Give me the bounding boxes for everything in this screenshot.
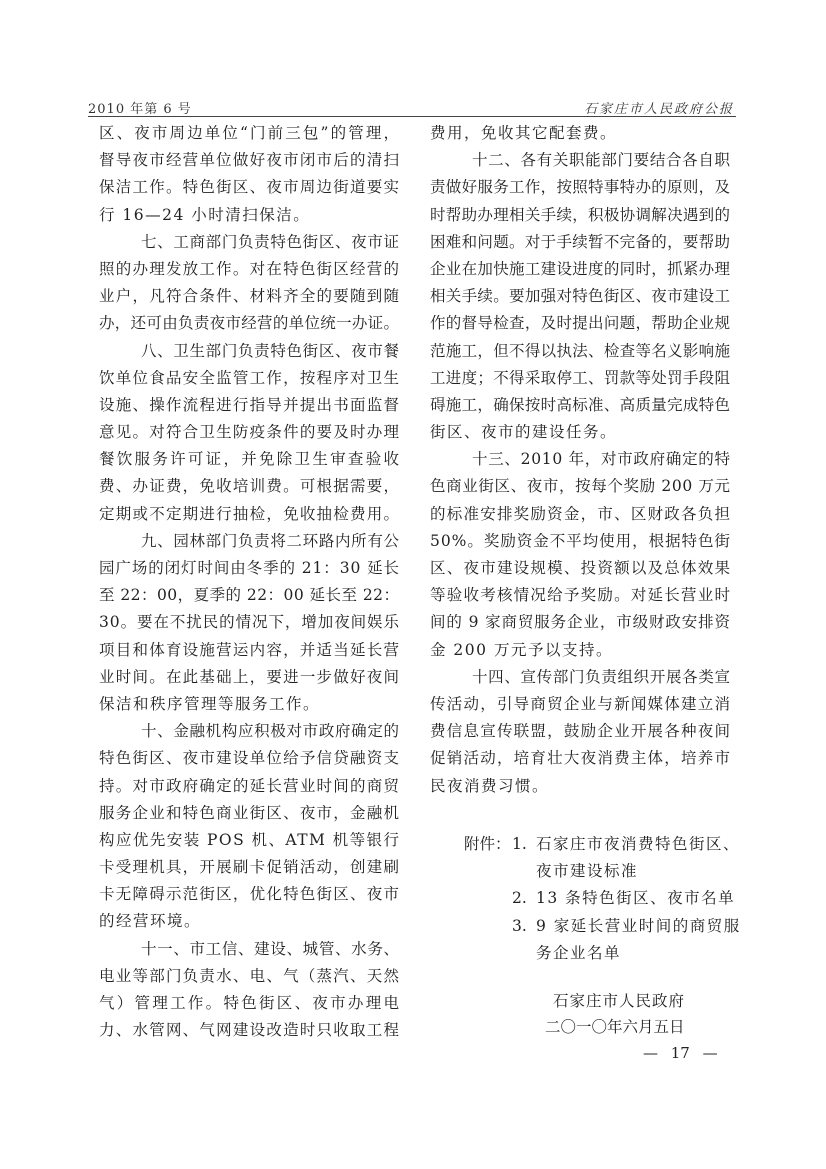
- text-line: 等验收考核情况给予奖励。对延长营业时: [430, 586, 732, 605]
- attachment-item-1-continued: [464, 858, 744, 885]
- attachment-text: 夜市建设标准: [536, 862, 639, 881]
- text-line: 时帮助办理相关手续，积极协调解决遇到的: [430, 205, 731, 224]
- text-line: 照的办理发放工作。对在特色街区经营的: [99, 259, 401, 278]
- text-line: 卡无障碍示范街区，优化特色街区、夜市: [99, 885, 401, 904]
- text-line: 区、夜市周边单位“门前三包”的管理，: [99, 124, 402, 142]
- attachment-text: 13 条特色街区、夜市名单: [536, 889, 736, 908]
- text-line: 意见。对符合卫生防疫条件的要及时办理: [99, 423, 401, 442]
- text-line: 民夜消费习惯。: [430, 776, 550, 795]
- text-line: 十二、各有关职能部门要结合各自职: [472, 151, 731, 170]
- text-line: 十四、宣传部门负责组织开展各类宣: [472, 667, 731, 686]
- text-line: 设施、操作流程进行指导并提出书面监督: [99, 395, 401, 414]
- text-line: 办，还可由负责夜市经营的单位统一办证。: [99, 314, 400, 333]
- text-line: 力、水管网、气网建设改造时只收取工程: [99, 1021, 401, 1040]
- attachments-label: 附件：: [464, 835, 511, 853]
- text-line: 费用，免收其它配套费。: [430, 124, 618, 142]
- text-line: 色商业街区、夜市，按每个奖励 200 万元: [430, 477, 731, 496]
- attachment-item-2: [464, 885, 744, 912]
- text-line: 的经营环境。: [99, 912, 202, 931]
- page-number: — 17 —: [643, 1044, 718, 1062]
- text-line: 50%。奖励资金不平均使用，根据特色街: [430, 531, 731, 550]
- header-rule: [88, 116, 736, 117]
- text-line: 保洁工作。特色街区、夜市周边街道要实: [99, 178, 401, 197]
- attachments-list: [464, 831, 744, 967]
- text-line: 困难和问题。对于手续暂不完备的，要帮助: [430, 232, 731, 251]
- text-line: 卡受理机具，开展刷卡促销活动，创建刷: [99, 858, 401, 877]
- right-column: [430, 120, 730, 800]
- text-line: 区、夜市建设规模、投资额以及总体效果: [430, 559, 732, 577]
- attachment-item-3-continued: [464, 940, 744, 967]
- text-line: 气）管理工作。特色街区、夜市办理电: [99, 994, 402, 1012]
- header-issue: 2010 年第 6 号: [88, 102, 192, 117]
- attachment-text: 9 家延长营业时间的商贸服: [536, 916, 741, 935]
- text-line: 工进度；不得采取停工、罚款等处罚手段阻: [430, 368, 731, 387]
- attachment-number: 3.: [512, 916, 527, 935]
- text-line: 至 22：00，夏季的 22：00 延长至 22：: [99, 586, 400, 605]
- text-line: 行 16—24 小时清扫保洁。: [99, 205, 311, 224]
- text-line: 电业等部门负责水、电、气（蒸汽、天然: [99, 966, 401, 985]
- text-line: 传活动，引导商贸企业与新闻媒体建立消: [430, 694, 732, 713]
- attachment-number: 2.: [512, 889, 527, 908]
- text-line: 企业在加快施工建设进度的同时，抓紧办理: [430, 259, 731, 278]
- attachment-text: 务企业名单: [536, 943, 622, 962]
- attachment-text: 石家庄市夜消费特色街区、: [536, 835, 741, 853]
- text-line: 九、园林部门负责将二环路内所有公: [141, 531, 400, 550]
- attachment-number: 1.: [512, 835, 527, 853]
- text-line: 促销活动，培育壮大夜消费主体，培养市: [430, 749, 732, 768]
- text-line: 定期或不定期进行抽检，免收抽检费用。: [99, 504, 401, 523]
- text-line: 保洁和秩序管理等服务工作。: [99, 694, 321, 713]
- attachment-item-3: [464, 913, 744, 940]
- text-line: 的标准安排奖励资金，市、区财政各负担: [430, 504, 732, 523]
- text-line: 七、工商部门负责特色街区、夜市证: [141, 232, 400, 251]
- signature-date: 二〇一〇年六月五日: [545, 1018, 685, 1036]
- text-line: 项目和体育设施营运内容，并适当延长营: [99, 640, 401, 659]
- left-column: [99, 120, 402, 1044]
- text-line: 服务企业和特色商业街区、夜市，金融机: [99, 803, 401, 822]
- text-line: 十、金融机构应积极对市政府确定的: [141, 722, 400, 741]
- text-line: 相关手续。要加强对特色街区、夜市建设工: [430, 287, 731, 306]
- text-line: 构应优先安装 POS 机、ATM 机等银行: [99, 830, 401, 849]
- text-line: 八、卫生部门负责特色街区、夜市餐: [141, 341, 400, 360]
- text-line: 费信息宣传联盟，鼓励企业开展各种夜间: [430, 722, 732, 741]
- text-line: 范施工，但不得以执法、检查等名义影响施: [430, 341, 731, 360]
- text-line: 饮单位食品安全监管工作，按程序对卫生: [99, 368, 401, 387]
- text-line: 餐饮服务许可证，并免除卫生审查验收: [99, 450, 402, 469]
- text-line: 费、办证费，免收培训费。可根据需要，: [99, 477, 401, 496]
- text-line: 业时间。在此基础上，要进一步做好夜间: [99, 667, 401, 686]
- text-line: 责做好服务工作，按照特事特办的原则，及: [430, 178, 731, 197]
- header-publication-title: 石家庄市人民政府公报: [583, 102, 734, 117]
- text-line: 十一、市工信、建设、城管、水务、: [141, 939, 400, 958]
- attachment-item-1: [464, 831, 744, 858]
- text-line: 园广场的闭灯时间由冬季的 21：30 延长: [99, 559, 400, 577]
- text-line: 街区、夜市的建设任务。: [430, 423, 618, 442]
- signature-organization: 石家庄市人民政府: [553, 992, 686, 1010]
- text-line: 督导夜市经营单位做好夜市闭市后的清扫: [99, 151, 401, 170]
- text-line: 作的督导检查，及时提出问题，帮助企业规: [430, 314, 731, 333]
- text-line: 碍施工，确保按时高标准、高质量完成特色: [430, 395, 731, 414]
- text-line: 特色街区、夜市建设单位给予信贷融资支: [99, 749, 401, 768]
- text-line: 业户，凡符合条件、材料齐全的要随到随: [99, 287, 401, 306]
- text-line: 持。对市政府确定的延长营业时间的商贸: [99, 776, 401, 795]
- text-line: 间的 9 家商贸服务企业，市级财政安排资: [430, 613, 731, 632]
- text-line: 十三、2010 年，对市政府确定的特: [472, 450, 731, 469]
- text-line: 金 200 万元予以支持。: [430, 640, 613, 659]
- text-line: 30。要在不扰民的情况下，增加夜间娱乐: [99, 613, 400, 632]
